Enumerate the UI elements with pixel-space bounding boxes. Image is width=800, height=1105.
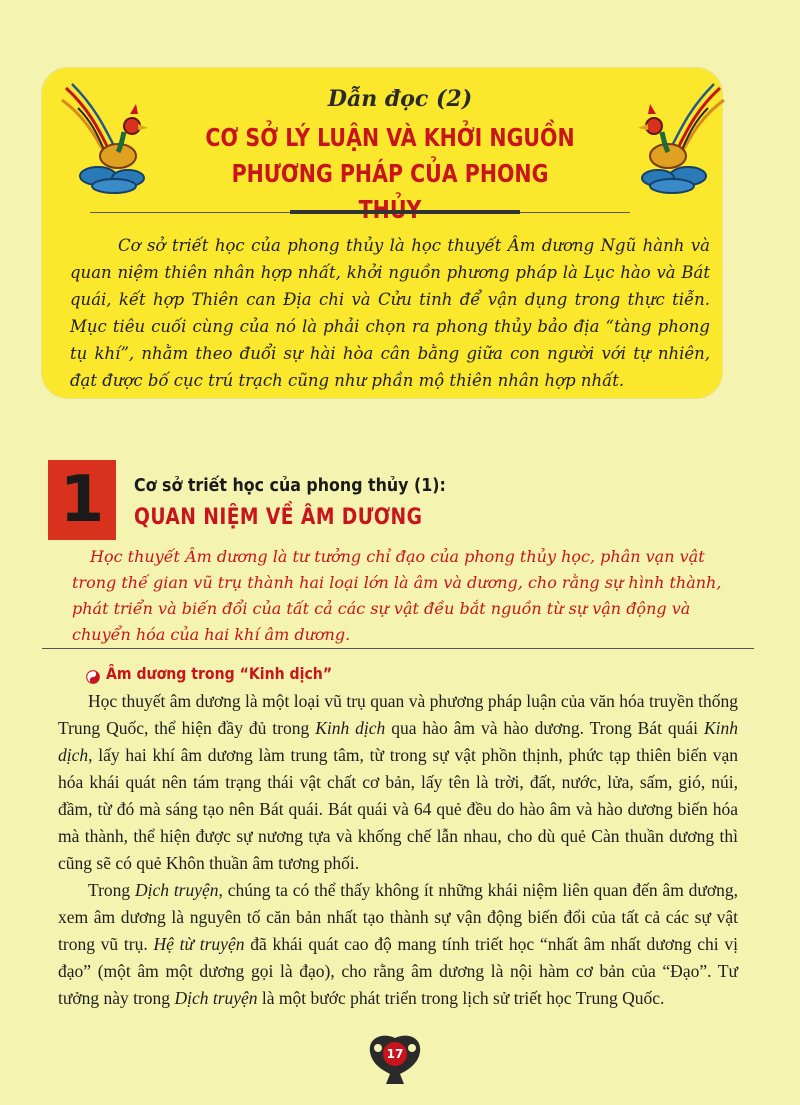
body-paragraph-2: Trong Dịch truyện, chúng ta có thể thấy không ít những khái niệm liên quan đến âm dương, xem âm dương là nguyên tố căn bản nhất tạo thành sự vận động biến đổi của tất cả các sự vật trong vũ trụ. Hệ từ truyện đã khái quát cao độ mang tính triết học “nhất âm nhất dương chi vị đạo” (một âm một dương gọi là đạo), cho rằng âm dương là nội hàm cơ bản của “Đạo”. Tư tưởng này trong Dịch truyện là một bước phát triển trong lịch sử triết học Trung Quốc. <box>58 880 738 1008</box>
intro-rule <box>290 210 520 214</box>
section-divider <box>42 648 754 649</box>
subsection-title: Âm dương trong “Kinh dịch” <box>106 664 333 683</box>
intro-subtitle: Dẫn đọc (2) <box>327 86 473 112</box>
section-lead: Học thuyết Âm dương là tư tưởng chỉ đạo của phong thủy học, phân vạn vật trong thế gian vũ trụ thành hai loại lớn là âm và dương, cho rằng sự hình thành, phát triển và biến đổi của tất cả các sự vật đều bắt nguồn từ sự vận động và chuyển hóa của hai khí âm dương. <box>72 547 722 644</box>
section-number: 1 <box>59 463 105 537</box>
page-number-ornament <box>360 1030 430 1090</box>
intro-title-line1: CƠ SỞ LÝ LUẬN VÀ KHỞI NGUỒN <box>205 123 575 152</box>
intro-text: Cơ sở triết học của phong thủy là học thuyết Âm dương Ngũ hành và quan niệm thiên nhân hợp nhất, khởi nguồn phương pháp là Lục hào và Bát quái, kết hợp Thiên can Địa chi và Cửu tinh để vận dụng trong thực tiễn. Mục tiêu cuối cùng của nó là phải chọn ra phong thủy bảo địa “tàng phong tụ khí”, nhằm theo đuổi sự hài hòa cân bằng giữa con người với tự nhiên, đạt được bố cục trú trạch cũng như phần mộ thiên nhân hợp nhất. <box>70 236 710 390</box>
body-text <box>58 688 738 1012</box>
section-kicker: Cơ sở triết học của phong thủy (1): <box>134 475 446 496</box>
yin-yang-icon <box>86 670 100 684</box>
page-number: 17 <box>383 1042 407 1066</box>
body-paragraph-1: Học thuyết âm dương là một loại vũ trụ quan và phương pháp luận của văn hóa truyền thống Trung Quốc, thể hiện đầy đủ trong Kinh dịch qua hào âm và hào dương. Trong Bát quái Kinh dịch, lấy hai khí âm dương làm trung tâm, từ trong sự vật phồn thịnh, phức tạp thiên biến vạn hóa khái quát nên tám trạng thái vật chất cơ bản, lấy tên là trời, đất, nước, lửa, sấm, gió, núi, đầm, từ đó mà sáng tạo nên Bát quái. Bát quái và 64 quẻ đều do hào âm và hào dương biến hóa mà thành, thể hiện được sự nương tựa và khống chế lẫn nhau, cho dù quẻ Càn thuần dương thì cũng sẽ có quẻ Khôn thuần âm tương phối. <box>58 691 738 873</box>
intro-title-line2: PHƯƠNG PHÁP CỦA PHONG <box>231 159 549 188</box>
section-title: QUAN NIỆM VỀ ÂM DƯƠNG <box>134 505 423 530</box>
